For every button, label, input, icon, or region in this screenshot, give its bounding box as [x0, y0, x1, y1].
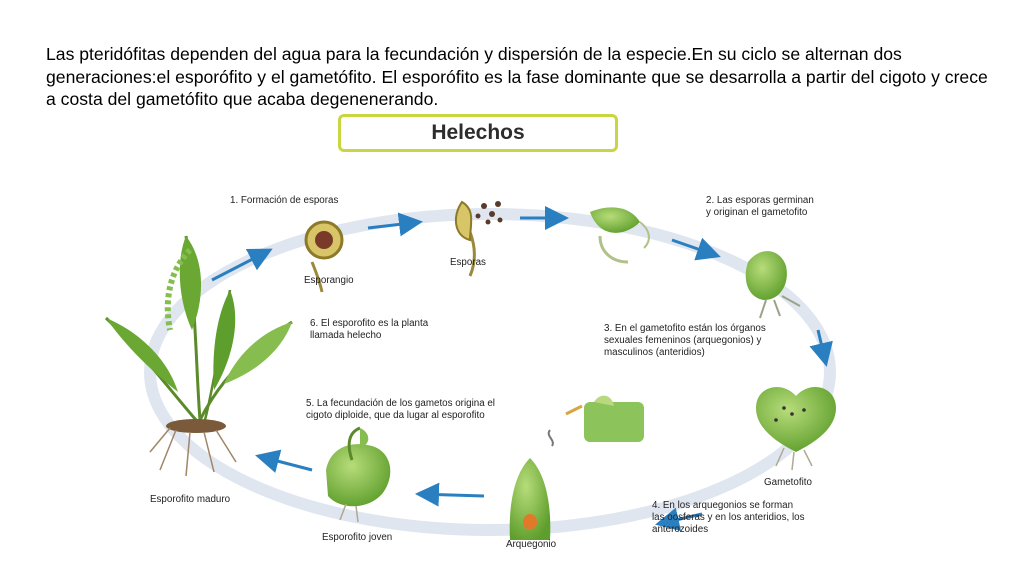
- label-esporas: Esporas: [450, 257, 486, 268]
- step-6-line-2: llamada helecho: [310, 330, 382, 341]
- step-3-line-2: sexuales femeninos (arquegonios) y: [604, 335, 762, 346]
- diagram-title: Helechos: [431, 121, 525, 144]
- step-2-label: [706, 195, 814, 219]
- step-4-line-1: 4. En los arquegonios se forman: [652, 500, 794, 511]
- step-6-label: [310, 318, 428, 342]
- step-5-line-1: 5. La fecundación de los gametos origina el: [306, 398, 495, 409]
- arrow-to-mature-sporophyte: [258, 456, 312, 470]
- intro-paragraph: Las pteridófitas dependen del agua para la fecundación y dispersión de la especie.En su ciclo se alternan dos generaciones:el esporófito y el gametófito. El esporófito es la fase dominante que se desarrolla a partir del cigoto y crece a costa del gametófito que acaba degenenerando.: [46, 44, 988, 109]
- cycle-ring: [150, 214, 830, 530]
- step-3-line-3: masculinos (anteridios): [604, 347, 705, 358]
- arrow-to-young-sporophyte: [418, 494, 484, 496]
- step-4-line-2: las oosferas y en los anteridios, los: [652, 512, 805, 523]
- label-arquegonio: Arquegonio: [506, 539, 557, 550]
- step-5-line-2: cigoto diploide, que da lugar al esporofito: [306, 410, 485, 421]
- label-esporangio: Esporangio: [304, 275, 354, 286]
- step-6-line-1: 6. El esporofito es la planta: [310, 318, 429, 329]
- step-1-label: 1. Formación de esporas: [230, 195, 339, 206]
- step-4-line-3: anterozoides: [652, 524, 709, 535]
- young-gametophyte-illustration: [746, 251, 800, 318]
- step-3-line-1: 3. En el gametofito están los órganos: [604, 323, 766, 334]
- label-esporofito-joven: Esporofito joven: [322, 532, 393, 543]
- arquegonio-illustration: [510, 458, 551, 540]
- label-esporofito-maduro: Esporofito maduro: [150, 494, 231, 505]
- mature-fern-illustration: [106, 236, 292, 476]
- fertilization-inset-illustration: [549, 396, 644, 446]
- label-gametofito: Gametofito: [764, 477, 812, 488]
- step-4-label: [652, 500, 804, 536]
- arrow-to-esporangio: [212, 250, 270, 280]
- step-5-label: [306, 398, 495, 422]
- step-2-line-1: 2. Las esporas germinan: [706, 195, 814, 206]
- step-2-line-2: y originan el gametofito: [706, 207, 808, 218]
- step-3-label: [604, 323, 766, 359]
